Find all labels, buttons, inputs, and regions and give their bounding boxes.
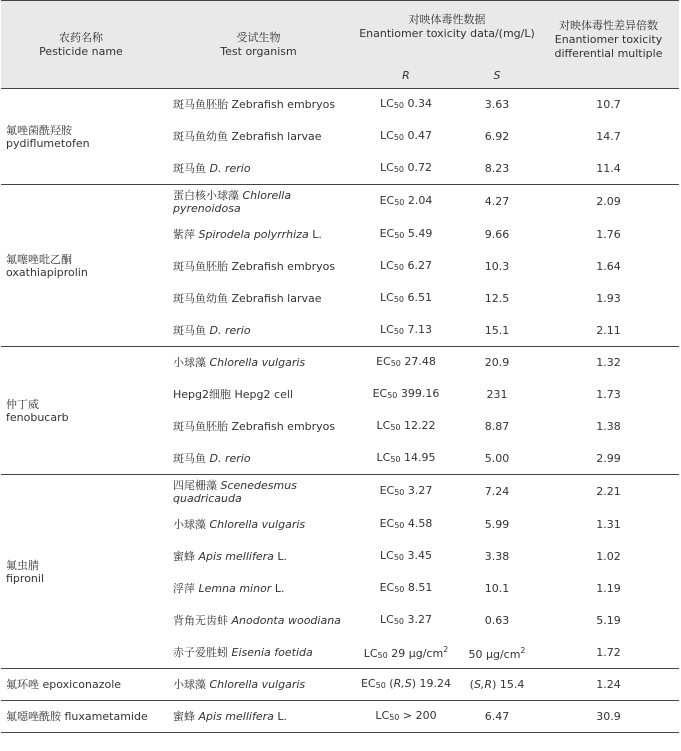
organism-latin: Anodonta woodiana — [231, 614, 341, 627]
organism-cn: 蜜蜂 — [173, 550, 195, 563]
organism-cn: 斑马鱼幼鱼 — [173, 292, 228, 305]
organism-cell — [161, 379, 356, 411]
header-multiple-en2: differential multiple — [554, 47, 663, 60]
s-value-cell — [456, 669, 538, 701]
pesticide-name-en: fenobucarb — [6, 410, 69, 424]
organism-latin: Chlorella vulgaris — [209, 518, 306, 531]
metric-label: LC — [380, 97, 394, 111]
r-value-cell — [356, 637, 456, 669]
organism-cell — [161, 701, 356, 733]
r-suffix: ) — [411, 677, 417, 690]
metric-label: EC — [360, 677, 376, 690]
organism-latin: Scenedesmus quadricauda — [173, 478, 297, 505]
organism-cn: 浮萍 — [173, 582, 195, 595]
multiple-value-cell: 1.93 — [596, 292, 621, 305]
organism-cn: 斑马鱼 — [173, 323, 206, 337]
metric-sub: 50 — [394, 231, 405, 240]
organism-author: L. — [312, 228, 322, 241]
metric-sub: 50 — [393, 326, 404, 336]
header-pesticide-cn: 农药名称 — [59, 30, 103, 44]
table-header — [1, 1, 679, 89]
metric-label: EC — [379, 484, 395, 498]
r-value: 27.48 — [404, 355, 436, 369]
multiple-value-cell: 1.31 — [596, 518, 621, 531]
r-value-cell — [356, 509, 456, 541]
s-value-cell — [456, 347, 538, 379]
r-value: 2.04 — [407, 194, 433, 208]
r-value-cell — [356, 121, 456, 153]
metric-sub: 50 — [390, 359, 401, 369]
metric-sub: 50 — [387, 391, 398, 400]
r-value: 3.27 — [407, 613, 432, 626]
metric-label: LC — [380, 322, 394, 336]
pesticide-name-cell — [1, 347, 161, 475]
metric-label: EC — [379, 194, 395, 208]
r-value: 3.27 — [407, 484, 433, 498]
s-value-cell — [456, 251, 538, 283]
header-pesticide-en: Pesticide name — [39, 44, 123, 58]
s-unit-sup: 2 — [520, 645, 526, 655]
metric-sub: 50 — [393, 617, 404, 626]
multiple-value-cell: 1.24 — [538, 669, 679, 701]
multiple-value-cell: 1.32 — [538, 347, 679, 379]
r-value: 6.51 — [407, 291, 432, 304]
r-value-cell — [356, 347, 456, 379]
pesticide-name-cell — [1, 89, 161, 185]
r-value: 14.95 — [404, 450, 436, 464]
organism-en: Zebrafish embryos — [231, 420, 336, 433]
organism-cn: 蛋白核小球藻 — [173, 188, 239, 202]
s-value-cell — [456, 475, 538, 509]
organism-cell — [161, 153, 356, 185]
header-organism — [161, 1, 356, 89]
organism-latin: Chlorella vulgaris — [209, 678, 306, 691]
s-value: 3.63 — [484, 98, 510, 112]
r-value-cell — [356, 475, 456, 509]
table-row — [1, 347, 679, 379]
multiple-value-cell: 1.64 — [596, 260, 621, 273]
metric-sub: 50 — [375, 681, 386, 690]
pesticide-name-cn: 氟唑菌酰羟胺 — [6, 123, 72, 137]
organism-en: Zebrafish embryos — [231, 260, 336, 273]
s-value: 10.1 — [484, 582, 510, 595]
s-value: 0.63 — [484, 614, 510, 627]
metric-sub: 50 — [377, 650, 388, 660]
organism-cn: 小球藻 — [173, 518, 206, 531]
metric-sub: 50 — [393, 133, 404, 142]
s-value: 50 μg/cm — [468, 647, 521, 661]
r-value-cell — [356, 605, 456, 637]
s-config: S,R — [473, 678, 493, 691]
multiple-value-cell: 5.19 — [596, 614, 621, 627]
r-value-cell — [356, 185, 456, 219]
header-multiple-en1: Enantiomer toxicity — [554, 33, 663, 46]
header-r: R — [356, 65, 456, 89]
metric-sub: 50 — [389, 713, 400, 722]
organism-cn: 小球藻 — [173, 678, 206, 691]
r-value-cell — [356, 411, 456, 443]
s-value-cell — [456, 283, 538, 315]
metric-label: LC — [380, 613, 394, 626]
organism-cell — [161, 347, 356, 379]
organism-cn: 斑马鱼胚胎 — [173, 260, 228, 273]
multiple-value-cell: 30.9 — [538, 701, 679, 733]
metric-label: LC — [380, 129, 394, 142]
r-unit-sup: 2 — [443, 644, 449, 654]
s-value: 12.5 — [484, 292, 510, 305]
multiple-value-cell: 1.19 — [596, 582, 621, 595]
organism-cn: 背角无齿蚌 — [173, 614, 228, 627]
s-value: 9.66 — [484, 228, 510, 241]
s-value: 6.92 — [484, 130, 510, 143]
multiple-value-cell: 11.4 — [596, 161, 621, 175]
organism-author: L. — [277, 550, 287, 563]
s-value: 7.24 — [484, 485, 510, 499]
s-value: 231 — [486, 388, 508, 401]
metric-label: EC — [376, 355, 391, 369]
pesticide-name-en: pydiflumetofen — [6, 136, 90, 150]
s-value-cell — [456, 379, 538, 411]
organism-cell — [161, 573, 356, 605]
header-organism-cn: 受试生物 — [236, 30, 281, 44]
table-row — [1, 475, 679, 509]
s-value: 8.23 — [484, 161, 510, 175]
metric-sub: 50 — [393, 295, 404, 304]
pesticide-name-cell — [1, 475, 161, 669]
s-value-cell — [456, 541, 538, 573]
header-toxicity-en: Enantiomer toxicity data/(mg/L) — [359, 27, 535, 40]
r-value: 8.51 — [407, 581, 433, 594]
r-value-cell — [356, 701, 456, 733]
organism-latin: Apis mellifera — [198, 550, 274, 563]
s-value-cell — [456, 185, 538, 219]
metric-label: LC — [363, 646, 378, 660]
r-value-cell — [356, 315, 456, 347]
s-value: 6.47 — [484, 710, 510, 723]
organism-cn: 四尾栅藻 — [173, 478, 217, 492]
organism-cn: 斑马鱼 — [173, 161, 206, 175]
organism-en: Hepg2 cell — [234, 388, 293, 401]
organism-cn: 赤子爱胜蚓 — [173, 645, 228, 659]
r-value: 12.22 — [404, 419, 436, 432]
organism-latin: Chlorella vulgaris — [209, 356, 306, 370]
r-value: 29 μg/cm — [391, 646, 444, 660]
s-value: 15.4 — [499, 678, 525, 691]
s-value: 4.27 — [484, 195, 510, 209]
organism-en: Zebrafish embryos — [231, 98, 336, 112]
header-toxicity-cn: 对映体毒性数据 — [408, 13, 486, 26]
pesticide-name-en: epoxiconazole — [42, 678, 122, 691]
pesticide-name-en: oxathiapiprolin — [6, 265, 88, 279]
organism-latin: Chlorella pyrenoidosa — [173, 188, 292, 215]
table-row — [1, 701, 679, 733]
s-value-cell — [456, 637, 538, 669]
s-value: 10.3 — [484, 260, 510, 273]
multiple-value-cell: 2.09 — [538, 185, 679, 219]
header-organism-en: Test organism — [220, 44, 297, 58]
organism-latin: Apis mellifera — [198, 710, 274, 723]
multiple-value-cell: 1.02 — [596, 550, 621, 563]
r-value-cell — [356, 379, 456, 411]
r-value: 19.24 — [419, 677, 452, 690]
r-value: > 200 — [402, 709, 437, 722]
organism-latin: D. rerio — [209, 323, 251, 337]
organism-cell — [161, 605, 356, 637]
metric-sub: 50 — [394, 198, 405, 208]
organism-latin: D. rerio — [209, 451, 251, 465]
s-value: 5.99 — [484, 518, 510, 531]
multiple-value-cell: 1.73 — [596, 388, 621, 401]
organism-cell — [161, 251, 356, 283]
s-value-cell — [456, 701, 538, 733]
r-value-cell — [356, 251, 456, 283]
s-value-cell — [456, 411, 538, 443]
metric-label: EC — [372, 387, 388, 400]
s-value-cell — [456, 443, 538, 475]
organism-cell — [161, 637, 356, 669]
metric-label: LC — [376, 450, 391, 464]
organism-latin: D. rerio — [209, 161, 251, 175]
r-value: 0.72 — [407, 160, 432, 174]
organism-cell — [161, 89, 356, 121]
organism-cell — [161, 541, 356, 573]
r-value: 7.13 — [407, 322, 432, 336]
multiple-value-cell: 2.11 — [596, 323, 621, 337]
r-prefix: ( — [389, 677, 394, 690]
metric-label: LC — [380, 291, 394, 304]
s-suffix: ) — [492, 678, 497, 691]
organism-cell — [161, 669, 356, 701]
pesticide-name-cell — [1, 701, 161, 733]
metric-sub: 50 — [390, 423, 401, 432]
organism-cn: 斑马鱼胚胎 — [173, 420, 228, 433]
r-value: 5.49 — [407, 227, 433, 240]
organism-cell — [161, 219, 356, 251]
metric-sub: 50 — [393, 263, 404, 272]
metric-label: LC — [380, 259, 394, 272]
organism-en: Zebrafish larvae — [231, 292, 322, 305]
organism-author: L. — [274, 582, 285, 595]
organism-cell — [161, 315, 356, 347]
multiple-value-cell: 2.99 — [596, 451, 621, 465]
pesticide-name-cn: 氟噻唑吡乙酮 — [6, 252, 72, 266]
organism-cell — [161, 475, 356, 509]
organism-cell — [161, 443, 356, 475]
organism-cn: 蜜蜂 — [173, 710, 195, 723]
header-multiple-cn: 对映体毒性差异倍数 — [559, 19, 658, 32]
header-s: S — [456, 65, 538, 89]
metric-label: EC — [379, 581, 395, 594]
multiple-value-cell: 1.38 — [596, 420, 621, 433]
organism-latin: Lemna minor — [198, 582, 272, 595]
pesticide-name-cell — [1, 185, 161, 347]
r-value: 0.34 — [407, 97, 432, 111]
r-value-cell — [356, 669, 456, 701]
s-value: 8.87 — [484, 420, 510, 433]
metric-sub: 50 — [393, 101, 404, 111]
s-value-cell — [456, 121, 538, 153]
metric-label: LC — [375, 709, 390, 722]
metric-label: EC — [379, 517, 395, 530]
organism-en: Zebrafish larvae — [231, 130, 322, 143]
r-value-cell — [356, 153, 456, 185]
header-toxicity — [356, 1, 538, 65]
organism-cn: 紫萍 — [173, 228, 195, 241]
organism-cell — [161, 121, 356, 153]
s-value-cell — [456, 219, 538, 251]
organism-author: L. — [277, 710, 287, 723]
s-value: 3.38 — [484, 550, 510, 563]
metric-sub: 50 — [394, 521, 405, 530]
organism-cn: 斑马鱼 — [173, 451, 206, 465]
header-multiple — [538, 1, 679, 89]
pesticide-name-cell — [1, 669, 161, 701]
organism-latin: Spirodela polyrrhiza — [198, 228, 309, 241]
multiple-value-cell: 14.7 — [596, 130, 621, 143]
s-value: 20.9 — [484, 356, 510, 370]
organism-cell — [161, 411, 356, 443]
s-value-cell — [456, 153, 538, 185]
pesticide-name-cn: 仲丁威 — [6, 397, 39, 411]
organism-cell — [161, 283, 356, 315]
pesticide-name-cn: 氟虫腈 — [6, 558, 39, 572]
r-value: 4.58 — [407, 517, 433, 530]
header-pesticide — [1, 1, 161, 89]
metric-sub: 50 — [390, 454, 401, 464]
toxicity-table — [1, 0, 679, 733]
pesticide-name-en: fipronil — [6, 571, 45, 585]
table-row — [1, 185, 679, 219]
table-row — [1, 669, 679, 701]
multiple-value-cell: 10.7 — [538, 89, 679, 121]
pesticide-name-cn: 氟噁唑酰胺 — [6, 710, 61, 723]
metric-sub: 50 — [394, 488, 405, 498]
organism-cn: 斑马鱼胚胎 — [173, 98, 228, 112]
r-value: 399.16 — [400, 387, 440, 400]
s-value-cell — [456, 509, 538, 541]
organism-cn: 小球藻 — [173, 356, 206, 370]
organism-cn: Hepg2细胞 — [173, 388, 232, 401]
s-prefix: ( — [469, 678, 474, 691]
r-value-cell — [356, 443, 456, 475]
metric-sub: 50 — [393, 553, 404, 562]
multiple-value-cell: 2.21 — [538, 475, 679, 509]
r-value: 3.45 — [407, 549, 432, 562]
s-value-cell — [456, 89, 538, 121]
pesticide-name-cn: 氟环唑 — [6, 678, 39, 691]
s-value-cell — [456, 605, 538, 637]
r-value-cell — [356, 219, 456, 251]
r-config: R,S — [393, 677, 412, 690]
s-value: 15.1 — [484, 323, 510, 337]
organism-cell — [161, 509, 356, 541]
metric-sub: 50 — [394, 585, 405, 594]
r-value-cell — [356, 283, 456, 315]
organism-latin: Eisenia foetida — [231, 645, 313, 659]
metric-sub: 50 — [393, 164, 404, 174]
pesticide-name-en: fluxametamide — [64, 710, 148, 723]
r-value-cell — [356, 541, 456, 573]
metric-label: LC — [376, 419, 391, 432]
organism-cn: 斑马鱼幼鱼 — [173, 130, 228, 143]
table-body — [1, 89, 679, 733]
r-value-cell — [356, 89, 456, 121]
s-value: 5.00 — [484, 451, 510, 465]
organism-cell — [161, 185, 356, 219]
s-value-cell — [456, 573, 538, 605]
metric-label: LC — [380, 160, 394, 174]
metric-label: LC — [380, 549, 394, 562]
metric-label: EC — [379, 227, 395, 240]
table-row — [1, 89, 679, 121]
multiple-value-cell: 1.72 — [596, 645, 621, 659]
r-value: 0.47 — [407, 129, 432, 142]
r-value-cell — [356, 573, 456, 605]
multiple-value-cell: 1.76 — [596, 228, 621, 241]
s-value-cell — [456, 315, 538, 347]
r-value: 6.27 — [407, 259, 432, 272]
